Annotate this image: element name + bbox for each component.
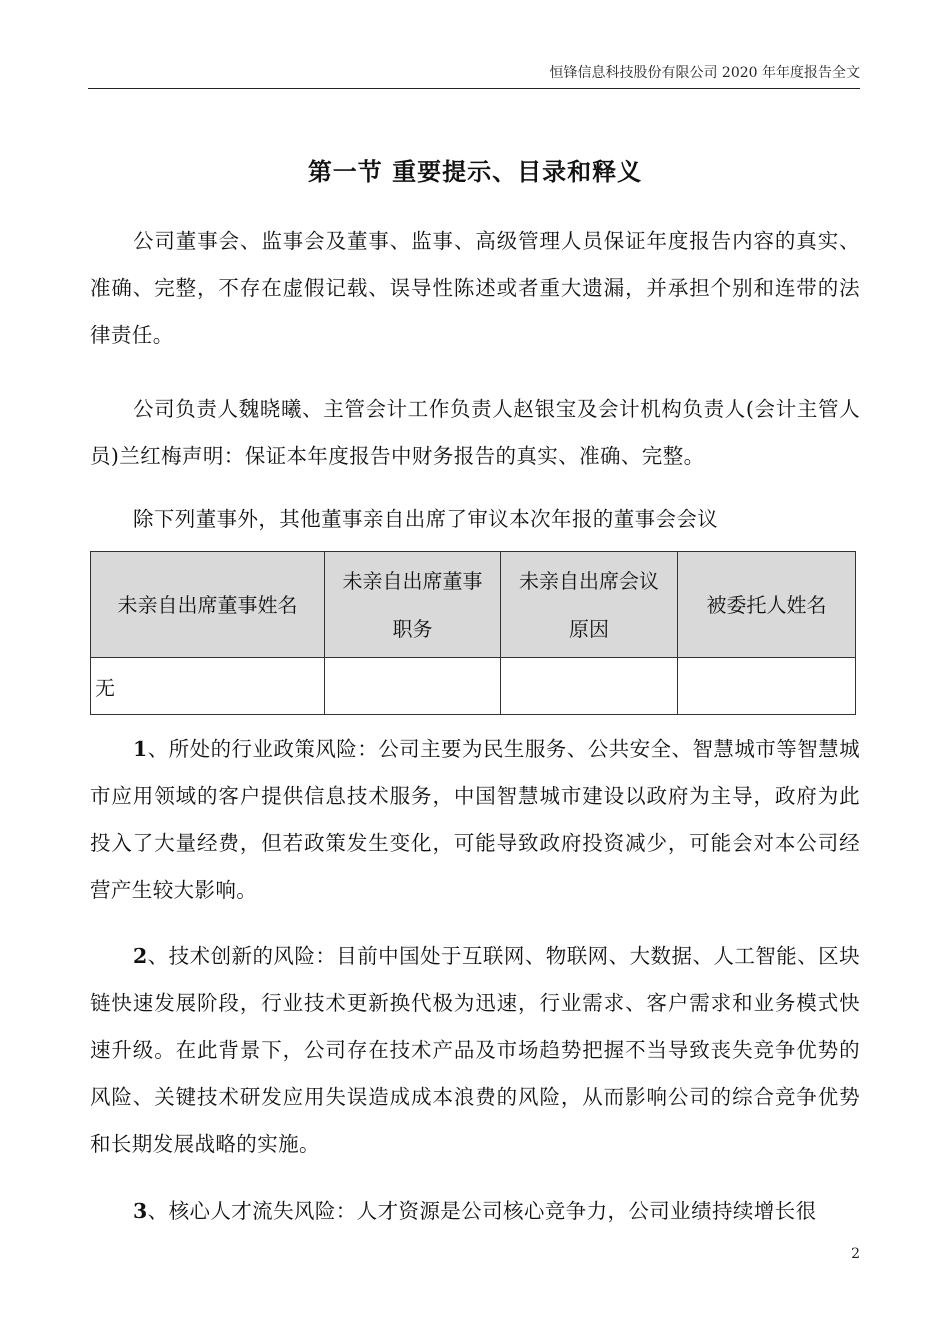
table-cell	[501, 658, 678, 715]
table-cell: 无	[91, 658, 325, 715]
risk-item	[90, 726, 860, 914]
table-row	[91, 658, 856, 715]
header-text: 恒锋信息科技股份有限公司 2020 年年度报告全文	[549, 65, 860, 81]
absent-directors-table	[90, 551, 856, 715]
table-header-cell: 未亲自出席会议原因	[501, 552, 678, 658]
table-cell	[325, 658, 501, 715]
section-title: 第一节 重要提示、目录和释义	[307, 157, 643, 186]
risk-number: 3	[133, 1199, 148, 1223]
risk-lead: 、所处的行业政策风险：	[147, 737, 379, 761]
table-header-cell: 未亲自出席董事姓名	[91, 552, 325, 658]
page-header	[88, 64, 860, 89]
risk-number: 1	[133, 737, 148, 761]
table-header-cell: 未亲自出席董事职务	[325, 552, 501, 658]
responsibility-statement: 公司董事会、监事会及董事、监事、高级管理人员保证年度报告内容的真实、准确、完整，不存在虚假记载、误导性陈述或者重大遗漏，并承担个别和连带的法律责任。	[90, 229, 860, 347]
risk-body: 公司主要为民生服务、公共安全、智慧城市等智慧城市应用领域的客户提供信息技术服务，中国智慧城市建设以政府为主导，政府为此投入了大量经费，但若政策发生变化，可能导致政府投资减少，可能会对本公司经营产生较大影响。	[90, 737, 860, 902]
page-number: 2	[851, 1246, 860, 1262]
risk-item	[90, 933, 860, 1168]
risk-body: 人才资源是公司核心竞争力，公司业绩持续增长很	[356, 1199, 817, 1223]
table-cell	[678, 658, 856, 715]
table-header-row	[91, 552, 856, 658]
attendance-note: 除下列董事外，其他董事亲自出席了审议本次年报的董事会会议	[133, 507, 719, 531]
risk-number: 2	[133, 944, 148, 968]
risk-lead: 、技术创新的风险：	[147, 944, 337, 968]
risk-lead: 、核心人才流失风险：	[147, 1199, 357, 1223]
risk-item	[90, 1188, 860, 1235]
risk-body: 目前中国处于互联网、物联网、大数据、人工智能、区块链快速发展阶段，行业技术更新换代极为迅速，行业需求、客户需求和业务模式快速升级。在此背景下，公司存在技术产品及市场趋势把握不当导致丧失竞争优势的风险、关键技术研发应用失误造成成本浪费的风险，从而影响公司的综合竞争优势和长期发展战略的实施。	[90, 944, 860, 1156]
accuracy-declaration: 公司负责人魏晓曦、主管会计工作负责人赵银宝及会计机构负责人(会计主管人员)兰红梅声明：保证本年度报告中财务报告的真实、准确、完整。	[90, 397, 860, 468]
table-header-cell: 被委托人姓名	[678, 552, 856, 658]
